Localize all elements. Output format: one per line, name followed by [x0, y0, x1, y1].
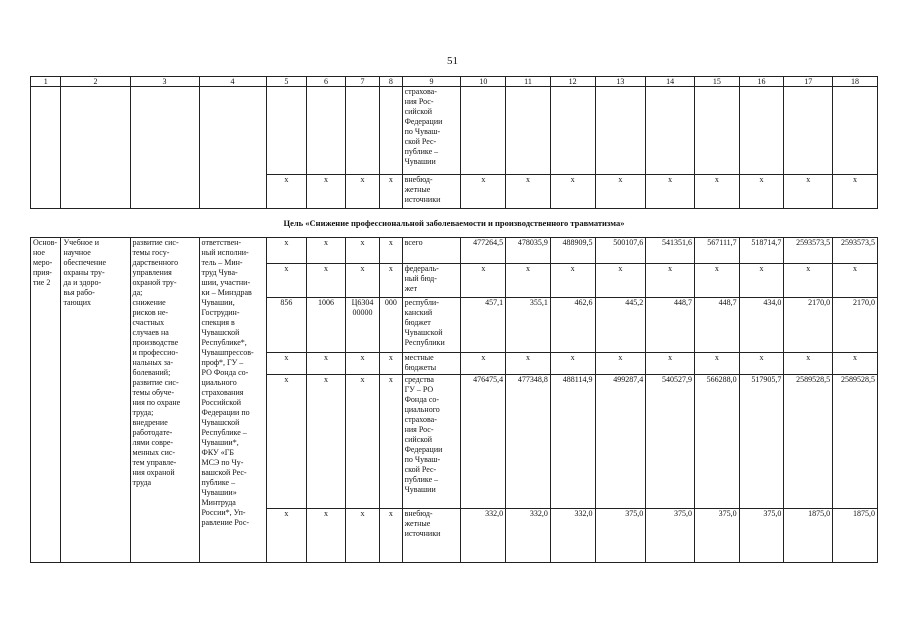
goal-band-row [31, 209, 878, 238]
cell-value: х [646, 175, 695, 209]
column-number: 13 [595, 77, 646, 87]
cell-value: х [550, 264, 595, 298]
cell-code: х [307, 509, 346, 563]
cell-value: х [506, 353, 551, 375]
funding-source: внебюд- жетные источники [402, 175, 461, 209]
cell-value: 500107,6 [595, 238, 646, 264]
cell-blank [130, 175, 199, 209]
cell-value: х [506, 264, 551, 298]
cell-value: 478035,9 [506, 238, 551, 264]
cell-value: х [833, 353, 878, 375]
cell-value: х [461, 175, 506, 209]
cell-code: х [307, 264, 346, 298]
column-number: 11 [506, 77, 551, 87]
cell-value: 355,1 [506, 298, 551, 353]
cell-value: 2170,0 [784, 298, 833, 353]
cell-code: х [307, 238, 346, 264]
cell-code: х [266, 175, 307, 209]
cell-code: х [266, 238, 307, 264]
cell-value: х [595, 175, 646, 209]
cell-value: 332,0 [461, 509, 506, 563]
cell-code: х [380, 375, 402, 509]
cell-code: х [380, 264, 402, 298]
cell-blank [345, 87, 380, 175]
column-number: 8 [380, 77, 402, 87]
column-number-row [31, 77, 878, 87]
column-number: 18 [833, 77, 878, 87]
cell-code: х [345, 238, 380, 264]
cell-value: х [461, 264, 506, 298]
measure-row [31, 238, 878, 264]
column-number: 3 [130, 77, 199, 87]
measure-executors: ответствен- ный исполни- тель – Мин- труд Чува- шии, участни- ки – Минздрав Чувашии, Гострудин- спекция в Чувашской Республике*, Чувашпрессов- проф*, ГУ – РО Фонда со- циального страхования Российской Федерации по Чувашской Республике – Чувашии*, ФКУ «ГБ МСЭ по Чу- вашской Рес- публике – Чувашии» Минтруда России*, Уп- равление Рос- [199, 238, 266, 563]
cell-code: х [380, 353, 402, 375]
section-title: Цель «Снижение профессиональной заболеваемости и производственного травматизма» [31, 209, 878, 238]
cell-code: Ц6304 00000 [345, 298, 380, 353]
cell-blank [550, 87, 595, 175]
cell-blank [199, 175, 266, 209]
cell-value: 477348,8 [506, 375, 551, 509]
cell-value: 434,0 [739, 298, 784, 353]
cell-value: 448,7 [695, 298, 740, 353]
cell-value: 476475,4 [461, 375, 506, 509]
funding-source: страхова- ния Рос- сийской Федерации по Чуваш- ской Рес- публике – Чувашии [402, 87, 461, 175]
column-number: 2 [61, 77, 130, 87]
cell-value: х [833, 175, 878, 209]
cell-value: 2589528,5 [784, 375, 833, 509]
continuation-row [31, 175, 878, 209]
continuation-row [31, 87, 878, 175]
cell-value: х [739, 175, 784, 209]
column-number: 10 [461, 77, 506, 87]
column-number: 14 [646, 77, 695, 87]
column-number: 12 [550, 77, 595, 87]
cell-value: х [595, 353, 646, 375]
cell-value: 457,1 [461, 298, 506, 353]
column-number: 4 [199, 77, 266, 87]
budget-table [30, 76, 878, 563]
cell-value: 332,0 [506, 509, 551, 563]
funding-source: республи- канский бюджет Чувашской Республики [402, 298, 461, 353]
column-number: 1 [31, 77, 61, 87]
cell-value: 375,0 [739, 509, 784, 563]
cell-value: 375,0 [695, 509, 740, 563]
cell-code: 1006 [307, 298, 346, 353]
cell-value: х [506, 175, 551, 209]
funding-source: всего [402, 238, 461, 264]
cell-value: 2170,0 [833, 298, 878, 353]
cell-code: 856 [266, 298, 307, 353]
cell-value: 488114,9 [550, 375, 595, 509]
cell-value: 462,6 [550, 298, 595, 353]
cell-value: х [784, 264, 833, 298]
cell-value: 517905,7 [739, 375, 784, 509]
cell-blank [31, 175, 61, 209]
cell-value: 332,0 [550, 509, 595, 563]
column-number: 17 [784, 77, 833, 87]
cell-blank [506, 87, 551, 175]
cell-code: х [345, 264, 380, 298]
cell-value: 2589528,5 [833, 375, 878, 509]
cell-blank [31, 87, 61, 175]
cell-blank [739, 87, 784, 175]
cell-code: х [380, 509, 402, 563]
cell-blank [646, 87, 695, 175]
cell-value: х [461, 353, 506, 375]
cell-code: х [266, 375, 307, 509]
cell-value: х [550, 175, 595, 209]
cell-value: 1875,0 [784, 509, 833, 563]
cell-value: 375,0 [646, 509, 695, 563]
cell-value: х [695, 175, 740, 209]
cell-value: 445,2 [595, 298, 646, 353]
cell-blank [307, 87, 346, 175]
cell-blank [61, 175, 130, 209]
cell-blank [380, 87, 402, 175]
cell-value: 488909,5 [550, 238, 595, 264]
measure-label: Основ- ное меро- прия- тие 2 [31, 238, 61, 563]
cell-code: х [380, 175, 402, 209]
funding-source: внебюд- жетные источники [402, 509, 461, 563]
cell-code: х [380, 238, 402, 264]
funding-source: федераль- ный бюд- жет [402, 264, 461, 298]
cell-value: 1875,0 [833, 509, 878, 563]
cell-value: 375,0 [595, 509, 646, 563]
column-number: 5 [266, 77, 307, 87]
cell-code: 000 [380, 298, 402, 353]
cell-value: х [646, 264, 695, 298]
cell-code: х [266, 264, 307, 298]
cell-code: х [345, 375, 380, 509]
cell-value: х [739, 264, 784, 298]
measure-name: Учебное и научное обеспечение охраны тру- да и здоро- вья рабо- тающих [61, 238, 130, 563]
funding-source: местные бюджеты [402, 353, 461, 375]
cell-code: х [307, 175, 346, 209]
cell-value: х [784, 175, 833, 209]
cell-value: х [646, 353, 695, 375]
cell-code: х [307, 375, 346, 509]
cell-value: 567111,7 [695, 238, 740, 264]
cell-value: 477264,5 [461, 238, 506, 264]
column-number: 16 [739, 77, 784, 87]
column-number: 7 [345, 77, 380, 87]
cell-value: 448,7 [646, 298, 695, 353]
cell-value: 518714,7 [739, 238, 784, 264]
cell-value: х [739, 353, 784, 375]
cell-blank [833, 87, 878, 175]
cell-value: х [833, 264, 878, 298]
cell-blank [461, 87, 506, 175]
cell-value: х [595, 264, 646, 298]
cell-blank [130, 87, 199, 175]
cell-value: 541351,6 [646, 238, 695, 264]
cell-code: х [266, 353, 307, 375]
cell-code: х [345, 509, 380, 563]
cell-code: х [345, 175, 380, 209]
cell-value: 540527,9 [646, 375, 695, 509]
cell-blank [695, 87, 740, 175]
cell-code: х [266, 509, 307, 563]
measure-tasks: развитие сис- темы госу- дарственного управления охраной тру- да; снижение рисков не- счастных случаев на производстве и профессио- нальных за- болеваний; развитие сис- темы обуче- ния по охране труда; внедрение работодате- лями совре- менных сис- тем управле- ния охраной труда [130, 238, 199, 563]
funding-source: средства ГУ – РО Фонда со- циального страхова- ния Рос- сийской Федерации по Чуваш- ской Рес- публике – Чувашии [402, 375, 461, 509]
cell-value: 499287,4 [595, 375, 646, 509]
column-number: 6 [307, 77, 346, 87]
cell-blank [595, 87, 646, 175]
cell-value: х [784, 353, 833, 375]
column-number: 15 [695, 77, 740, 87]
page-number: 51 [447, 55, 458, 67]
cell-blank [784, 87, 833, 175]
cell-value: 2593573,5 [833, 238, 878, 264]
cell-value: 2593573,5 [784, 238, 833, 264]
cell-blank [199, 87, 266, 175]
cell-code: х [345, 353, 380, 375]
cell-value: 566288,0 [695, 375, 740, 509]
cell-value: х [695, 353, 740, 375]
cell-code: х [307, 353, 346, 375]
cell-blank [61, 87, 130, 175]
cell-value: х [695, 264, 740, 298]
cell-blank [266, 87, 307, 175]
cell-value: х [550, 353, 595, 375]
column-number: 9 [402, 77, 461, 87]
